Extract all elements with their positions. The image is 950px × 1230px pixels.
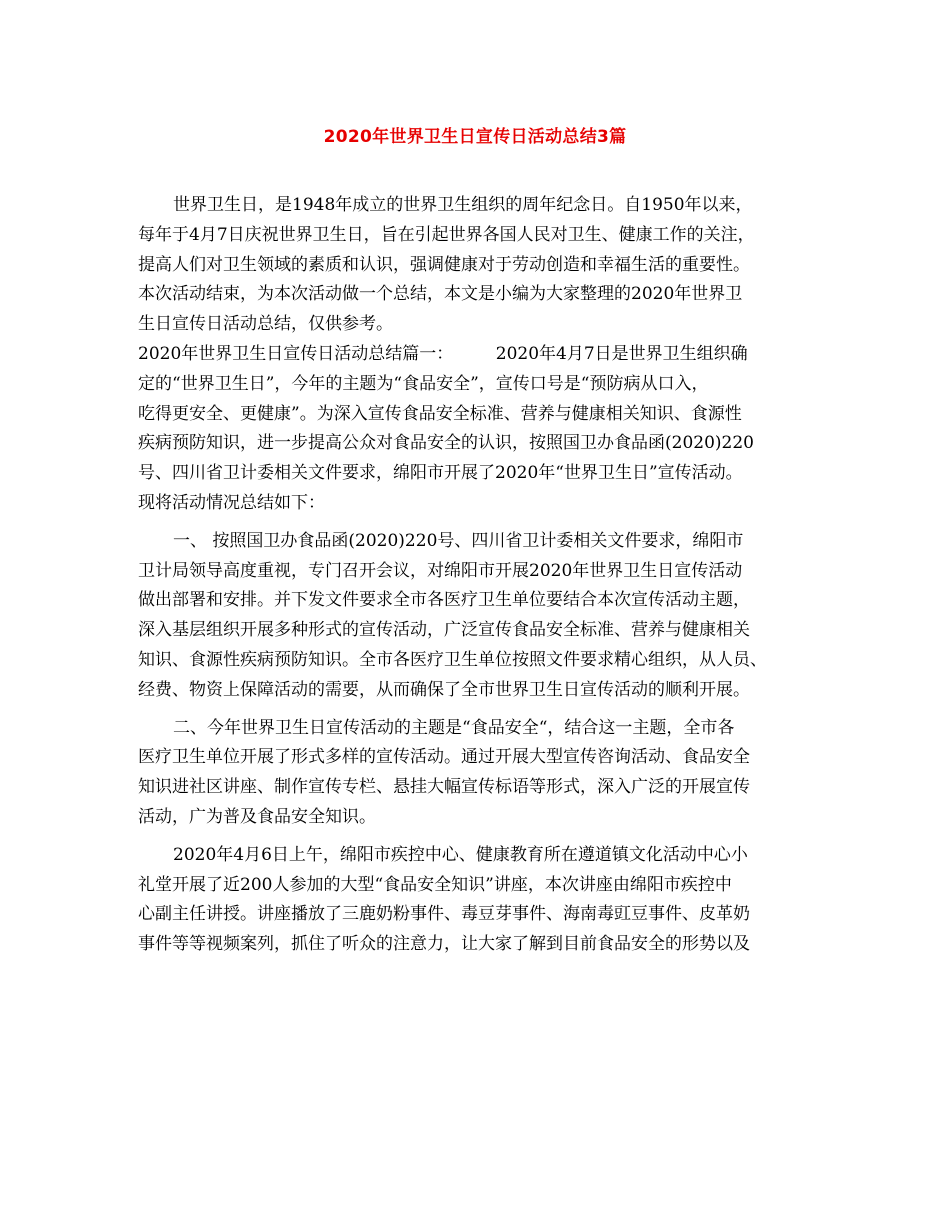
text-line: 一、 按照国卫办食品函(2020)220号、四川省卫计委相关文件要求，绵阳市 xyxy=(173,530,744,551)
text-line: 疾病预防知识，进一步提高公众对食品安全的认识，按照国卫办食品函(2020)220 xyxy=(138,433,754,454)
text-line: 现将活动情况总结如下： xyxy=(138,492,325,513)
text-line: 医疗卫生单位开展了形式多样的宣传活动。通过开展大型宣传咨询活动、食品安全 xyxy=(138,747,750,768)
paragraph-intro xyxy=(138,191,813,340)
text-line: 知识、食源性疾病预防知识。全市各医疗卫生单位按照文件要求精心组织，从人员、 xyxy=(138,649,767,670)
text-line: 2020年4月6日上午，绵阳市疾控中心、健康教育所在遵道镇文化活动中心小 xyxy=(173,844,748,865)
text-line: 经费、物资上保障活动的需要，从而确保了全市世界卫生日宣传活动的顺利开展。 xyxy=(138,679,750,700)
text-line: 事件等等视频案列，抓住了听众的注意力，让大家了解到目前食品安全的形势以及 xyxy=(138,934,750,955)
text-line: 定的“世界卫生日”，今年的主题为“食品安全”，宣传口号是“预防病从口入， xyxy=(138,373,709,394)
paragraph-section-two xyxy=(138,714,813,833)
text-line: 生日宣传日活动总结，仅供参考。 xyxy=(138,314,393,335)
paragraph-lecture xyxy=(138,841,813,960)
text-line: 提高人们对卫生领域的素质和认识，强调健康对于劳动创造和幸福生活的重要性。 xyxy=(138,254,750,275)
text-line: 号、四川省卫计委相关文件要求，绵阳市开展了2020年“世界卫生日”宣传活动。 xyxy=(138,463,743,484)
text-line: 心副主任讲授。讲座播放了三鹿奶粉事件、毒豆芽事件、海南毒豇豆事件、皮革奶 xyxy=(138,904,750,925)
paragraph-section-one xyxy=(138,527,813,706)
document-title: 2020年世界卫生日宣传日活动总结3篇 xyxy=(323,127,627,147)
text-line: 吃得更安全、更健康”。为深入宣传食品安全标准、营养与健康相关知识、食源性 xyxy=(138,403,742,424)
text-line: 深入基层组织开展多种形式的宣传活动，广泛宣传食品安全标准、营养与健康相关 xyxy=(138,620,750,641)
text-line: 礼堂开展了近200人参加的大型“食品安全知识”讲座，本次讲座由绵阳市疾控中 xyxy=(138,874,732,895)
text-line: 卫计局领导高度重视，专门召开会议，对绵阳市开展2020年世界卫生日宣传活动 xyxy=(138,560,743,581)
text-line: 每年于4月7日庆祝世界卫生日，旨在引起世界各国人民对卫生、健康工作的关注， xyxy=(138,224,755,245)
text-line: 做出部署和安排。并下发文件要求全市各医疗卫生单位要结合本次宣传活动主题， xyxy=(138,590,750,611)
text-line: 二、今年世界卫生日宣传活动的主题是“食品安全“，结合这一主题，全市各 xyxy=(173,717,735,738)
paragraph-part-one xyxy=(138,340,813,519)
text-line: 2020年世界卫生日宣传日活动总结篇一： 2020年4月7日是世界卫生组织确 xyxy=(138,343,748,364)
text-line: 世界卫生日，是1948年成立的世界卫生组织的周年纪念日。自1950年以来， xyxy=(173,195,753,215)
text-line: 知识进社区讲座、制作宣传专栏、悬挂大幅宣传标语等形式，深入广泛的开展宣传 xyxy=(138,777,750,798)
text-line: 本次活动结束，为本次活动做一个总结，本文是小编为大家整理的2020年世界卫 xyxy=(138,284,743,305)
document-body xyxy=(138,191,813,960)
text-line: 活动，广为普及食品安全知识。 xyxy=(138,806,376,827)
